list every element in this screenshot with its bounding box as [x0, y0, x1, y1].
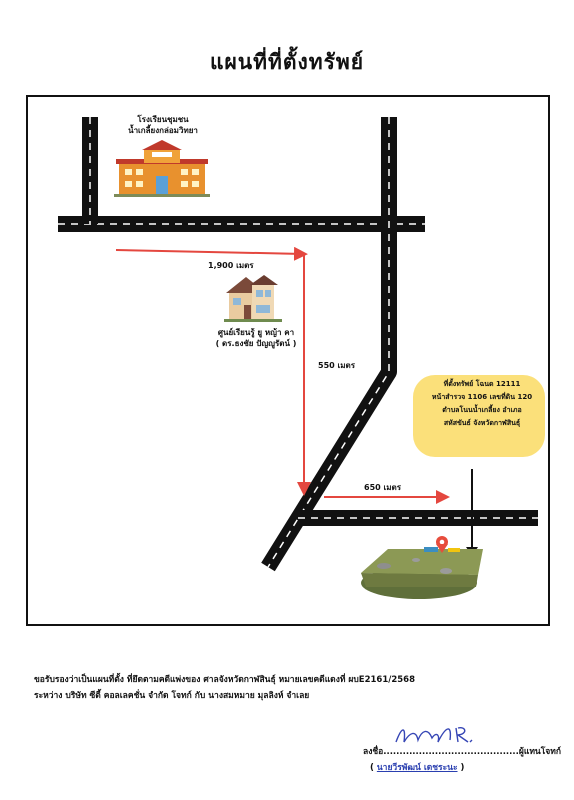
certification-line-2: ระหว่าง บริษัท ซีตี้ คอลเลคชั่น จำกัด โจทก์ กับ นางสมหมาย มุลลิงห์ จำเลย — [34, 691, 310, 701]
signer-name: ( นายวีรพัฒน์ เดชระนะ ) — [370, 763, 465, 773]
land-plot-icon — [361, 536, 483, 599]
school-label: โรงเรียนชุมชน น้ำเกลี้ยงกล่อมวิทยา — [128, 115, 198, 135]
learning-center-label: ศูนย์เรียนรู้ ยู หญ้า คา ( ดร.ธงชัย ปัญญูรัตน์ ) — [215, 328, 297, 348]
school-building-icon — [114, 140, 210, 197]
route-arrow-east — [116, 250, 304, 254]
map-canvas — [28, 97, 550, 626]
house-icon — [224, 275, 282, 322]
distance-label-1900: 1,900 เมตร — [208, 261, 254, 270]
page-title: แผนที่ที่ตั้งทรัพย์ — [209, 50, 365, 74]
signature-line: ลงชื่อ..........................................ผู้แทนโจทก์ — [363, 747, 562, 757]
distance-label-650: 650 เมตร — [364, 483, 401, 492]
distance-label-550: 550 เมตร — [318, 361, 355, 370]
property-note-text: ที่ตั้งทรัพย์ โฉนด 12111 หน้าสำรวจ 1106 เลขที่ดิน 120 ตำบลโนนน้ำเกลี้ยง อำเภอ สหัสขันธ์ จังหวัดกาฬสินธุ์ — [431, 380, 533, 427]
map-frame — [26, 95, 550, 626]
certification-line-1: ขอรับรองว่าเป็นแผนที่ตั้ง ที่ยึดตามคดีแพ่งของ ศาลจังหวัดกาฬสินธุ์ หมายเลขคดีแดงที่ ผบE2161/2568 — [34, 675, 416, 685]
